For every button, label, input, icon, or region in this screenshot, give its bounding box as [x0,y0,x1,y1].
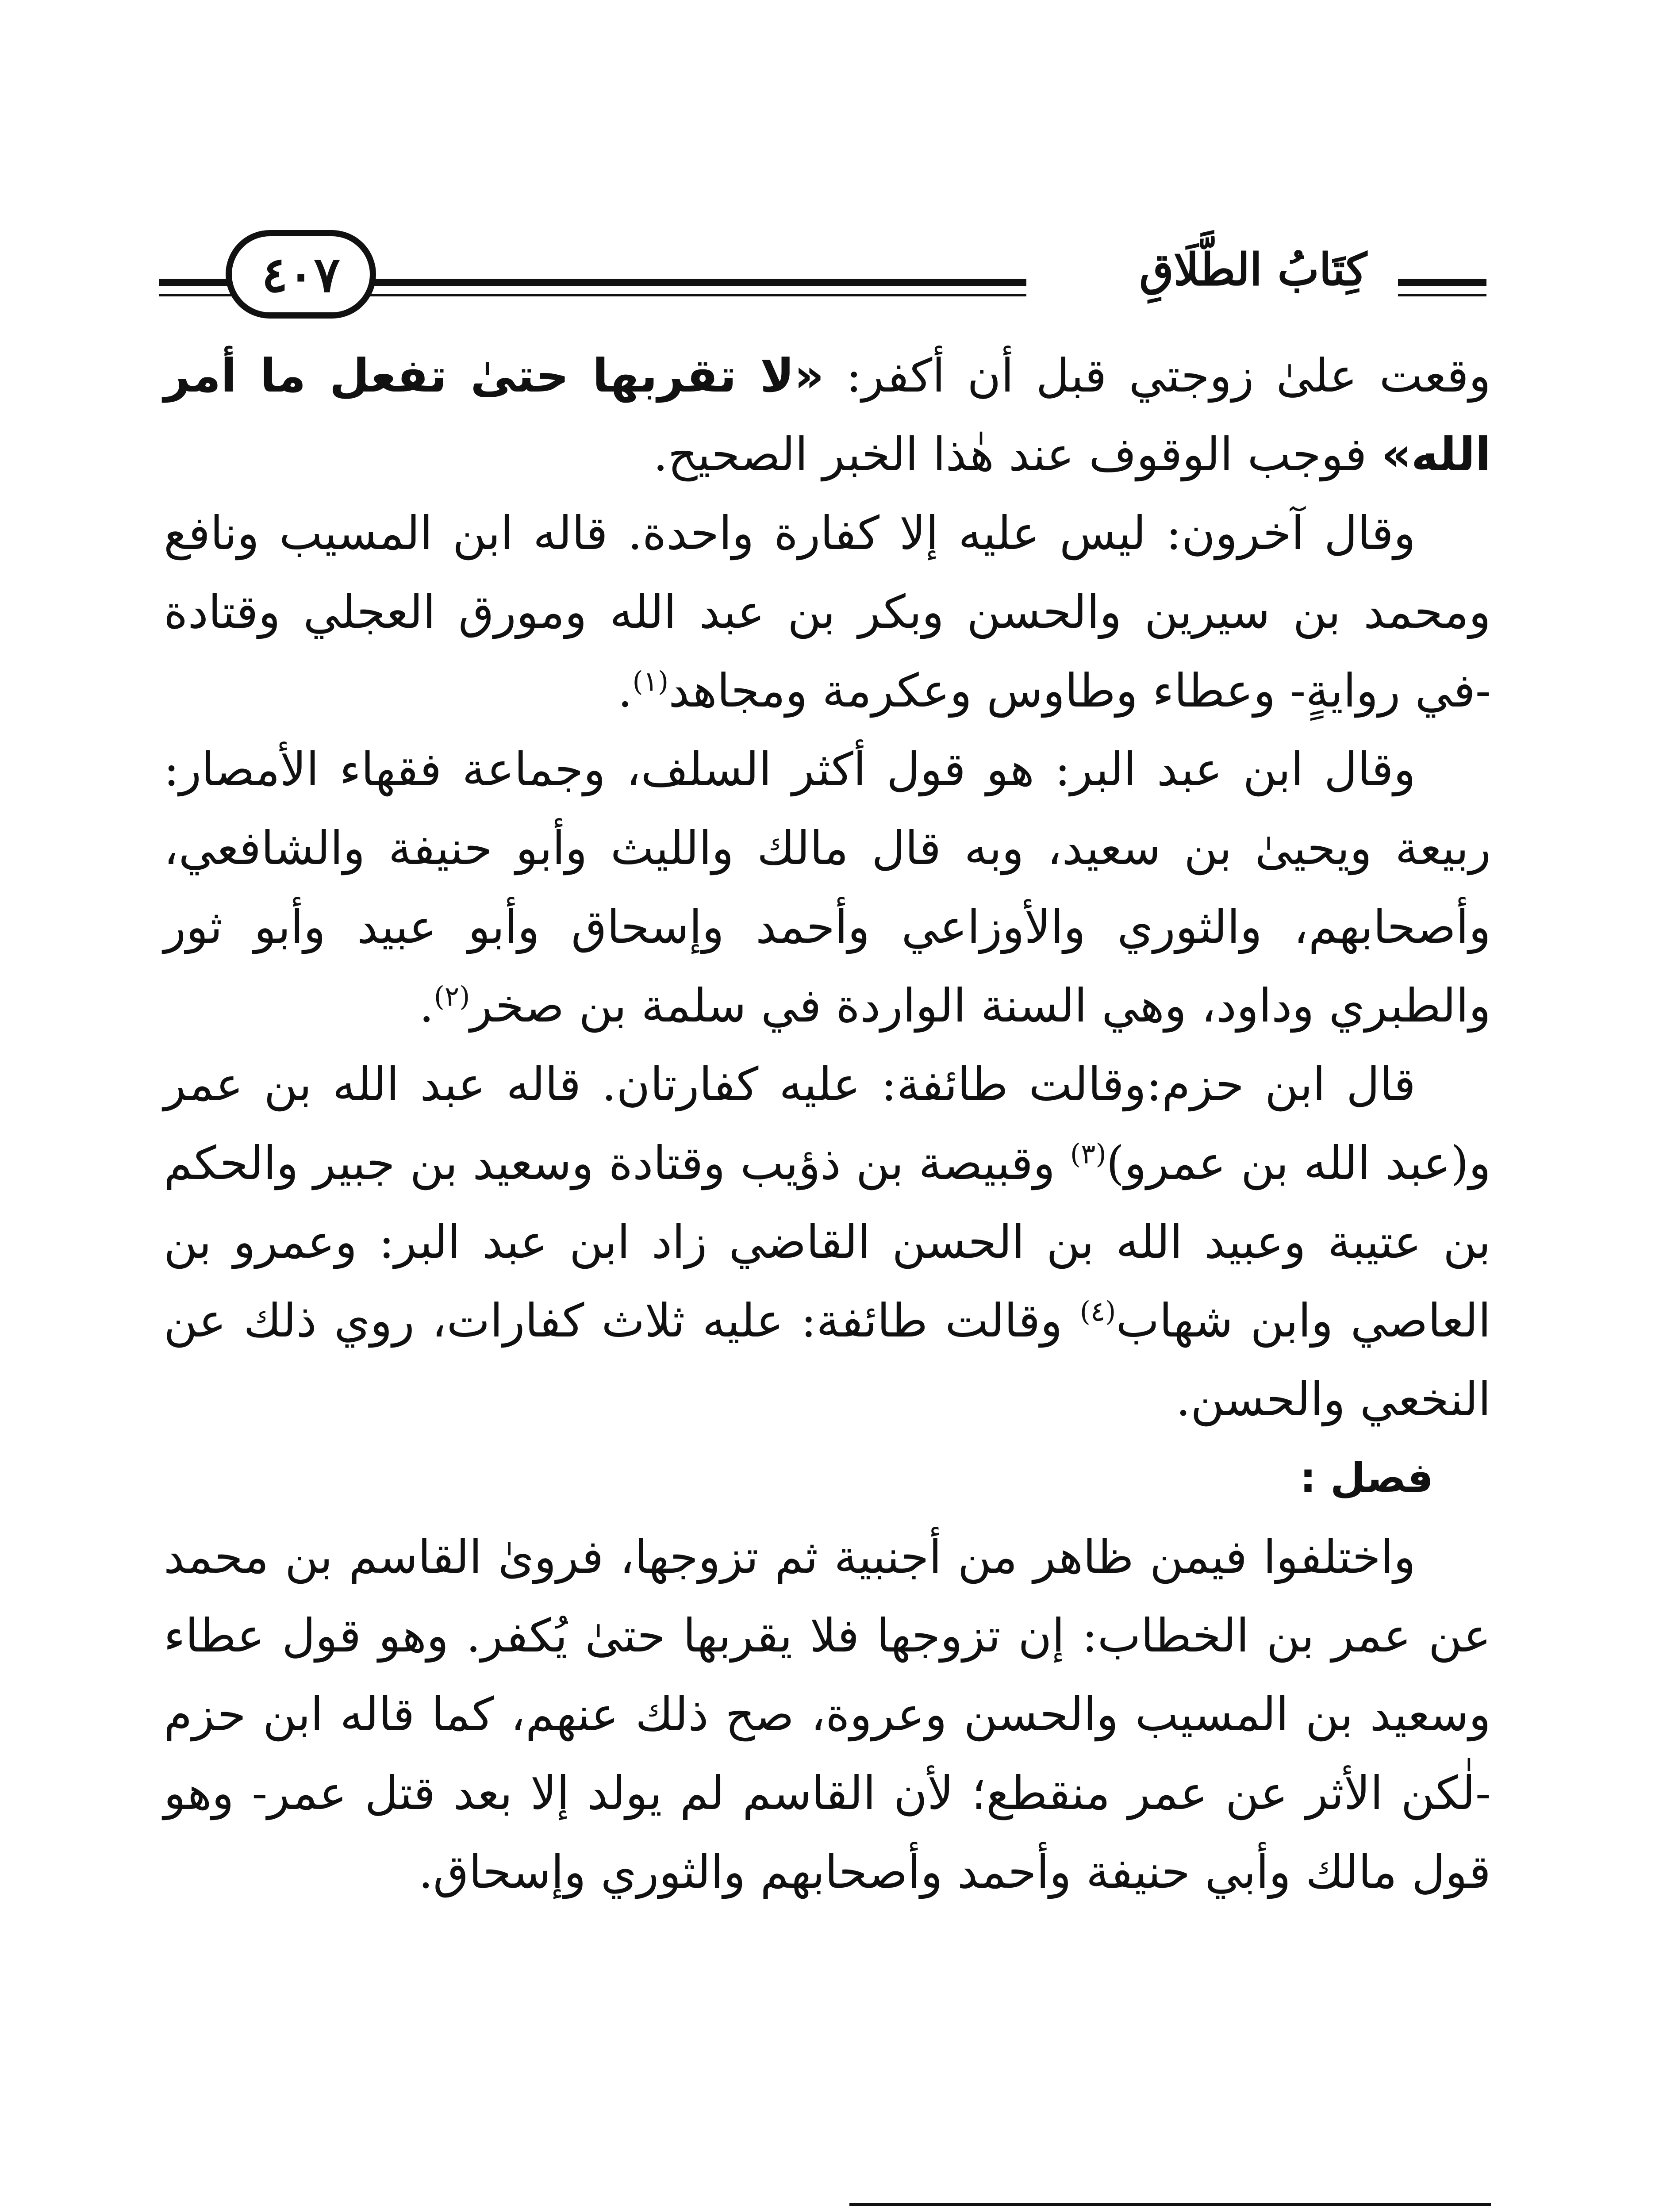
section-heading: فصل : [1300,1454,1433,1502]
paragraph-1: وقعت علىٰ زوجتي قبل أن أكفر: «لا تقربها حتىٰ تفعل ما أمر الله» فوجب الوقوف عند هٰذا الخبر الصحيح. [164,349,1491,481]
footnote-ref-2[interactable]: (٢) [434,980,470,1013]
quoted-hadith: «لا تقربها حتىٰ تفعل ما أمر الله» [164,349,1491,481]
main-text [164,336,1491,1911]
footnote-ref-4[interactable]: (٤) [1079,1295,1116,1328]
paragraph-2: وقال آخرون: ليس عليه إلا كفارة واحدة. قاله ابن المسيب ونافع ومحمد بن سيرين والحسن وبكر بن عبد الله ومورق العجلي وقتادة -في روايةٍ- وعطاء وطاوس وعكرمة ومجاهد$^{(١)}$. [164,506,1491,718]
footnote-divider [849,2203,1491,2206]
footnote-ref-1[interactable]: (١) [632,665,669,698]
paragraph-5: واختلفوا فيمن ظاهر من أجنبية ثم تزوجها، فروىٰ القاسم بن محمد عن عمر بن الخطاب: إن تزوجها فلا يقربها حتىٰ يُكفر. وهو قول عطاء وسعيد بن المسيب والحسن وعروة، صح ذلك عنهم، كما قاله ابن حزم -لٰكن الأثر عن عمر منقطع؛ لأن القاسم لم يولد إلا بعد قتل عمر- وهو قول مالك وأبي حنيفة وأحمد وأصحابهم والثوري وإسحاق. [164,1530,1491,1899]
footnote-ref-3[interactable]: (٣) [1070,1137,1106,1170]
paragraph-3: وقال ابن عبد البر: هو قول أكثر السلف، وجماعة فقهاء الأمصار: ربيعة ويحيىٰ بن سعيد، وبه قال مالك والليث وأبو حنيفة والشافعي، وأصحابهم، والثوري والأوزاعي وأحمد وإسحاق وأبو عبيد وأبو ثور والطبري وداود، وهي السنة الواردة في سلمة بن صخر$^{(٢)}$. [164,742,1491,1033]
page-header [159,230,1486,319]
header-rule-right [1398,279,1486,305]
header-rule-left [319,279,1026,305]
paragraph-4: قال ابن حزم:وقالت طائفة: عليه كفارتان. قاله عبد الله بن عمر و(عبد الله بن عمرو)$^{(٣)}$ وقبيصة بن ذؤيب وقتادة وسعيد بن جبير والحكم بن عتيبة وعبيد الله بن الحسن القاضي زاد ابن عبد البر: وعمرو بن العاصي وابن شهاب$^{(٤)}$ وقالت طائفة: عليه ثلاث كفارات، روي ذلك عن النخعي والحسن. [164,1057,1491,1426]
page-number-badge: ٤٠٧ [226,230,376,319]
chapter-title: كِتَابُ الطَّلَاقِ [1139,243,1367,296]
